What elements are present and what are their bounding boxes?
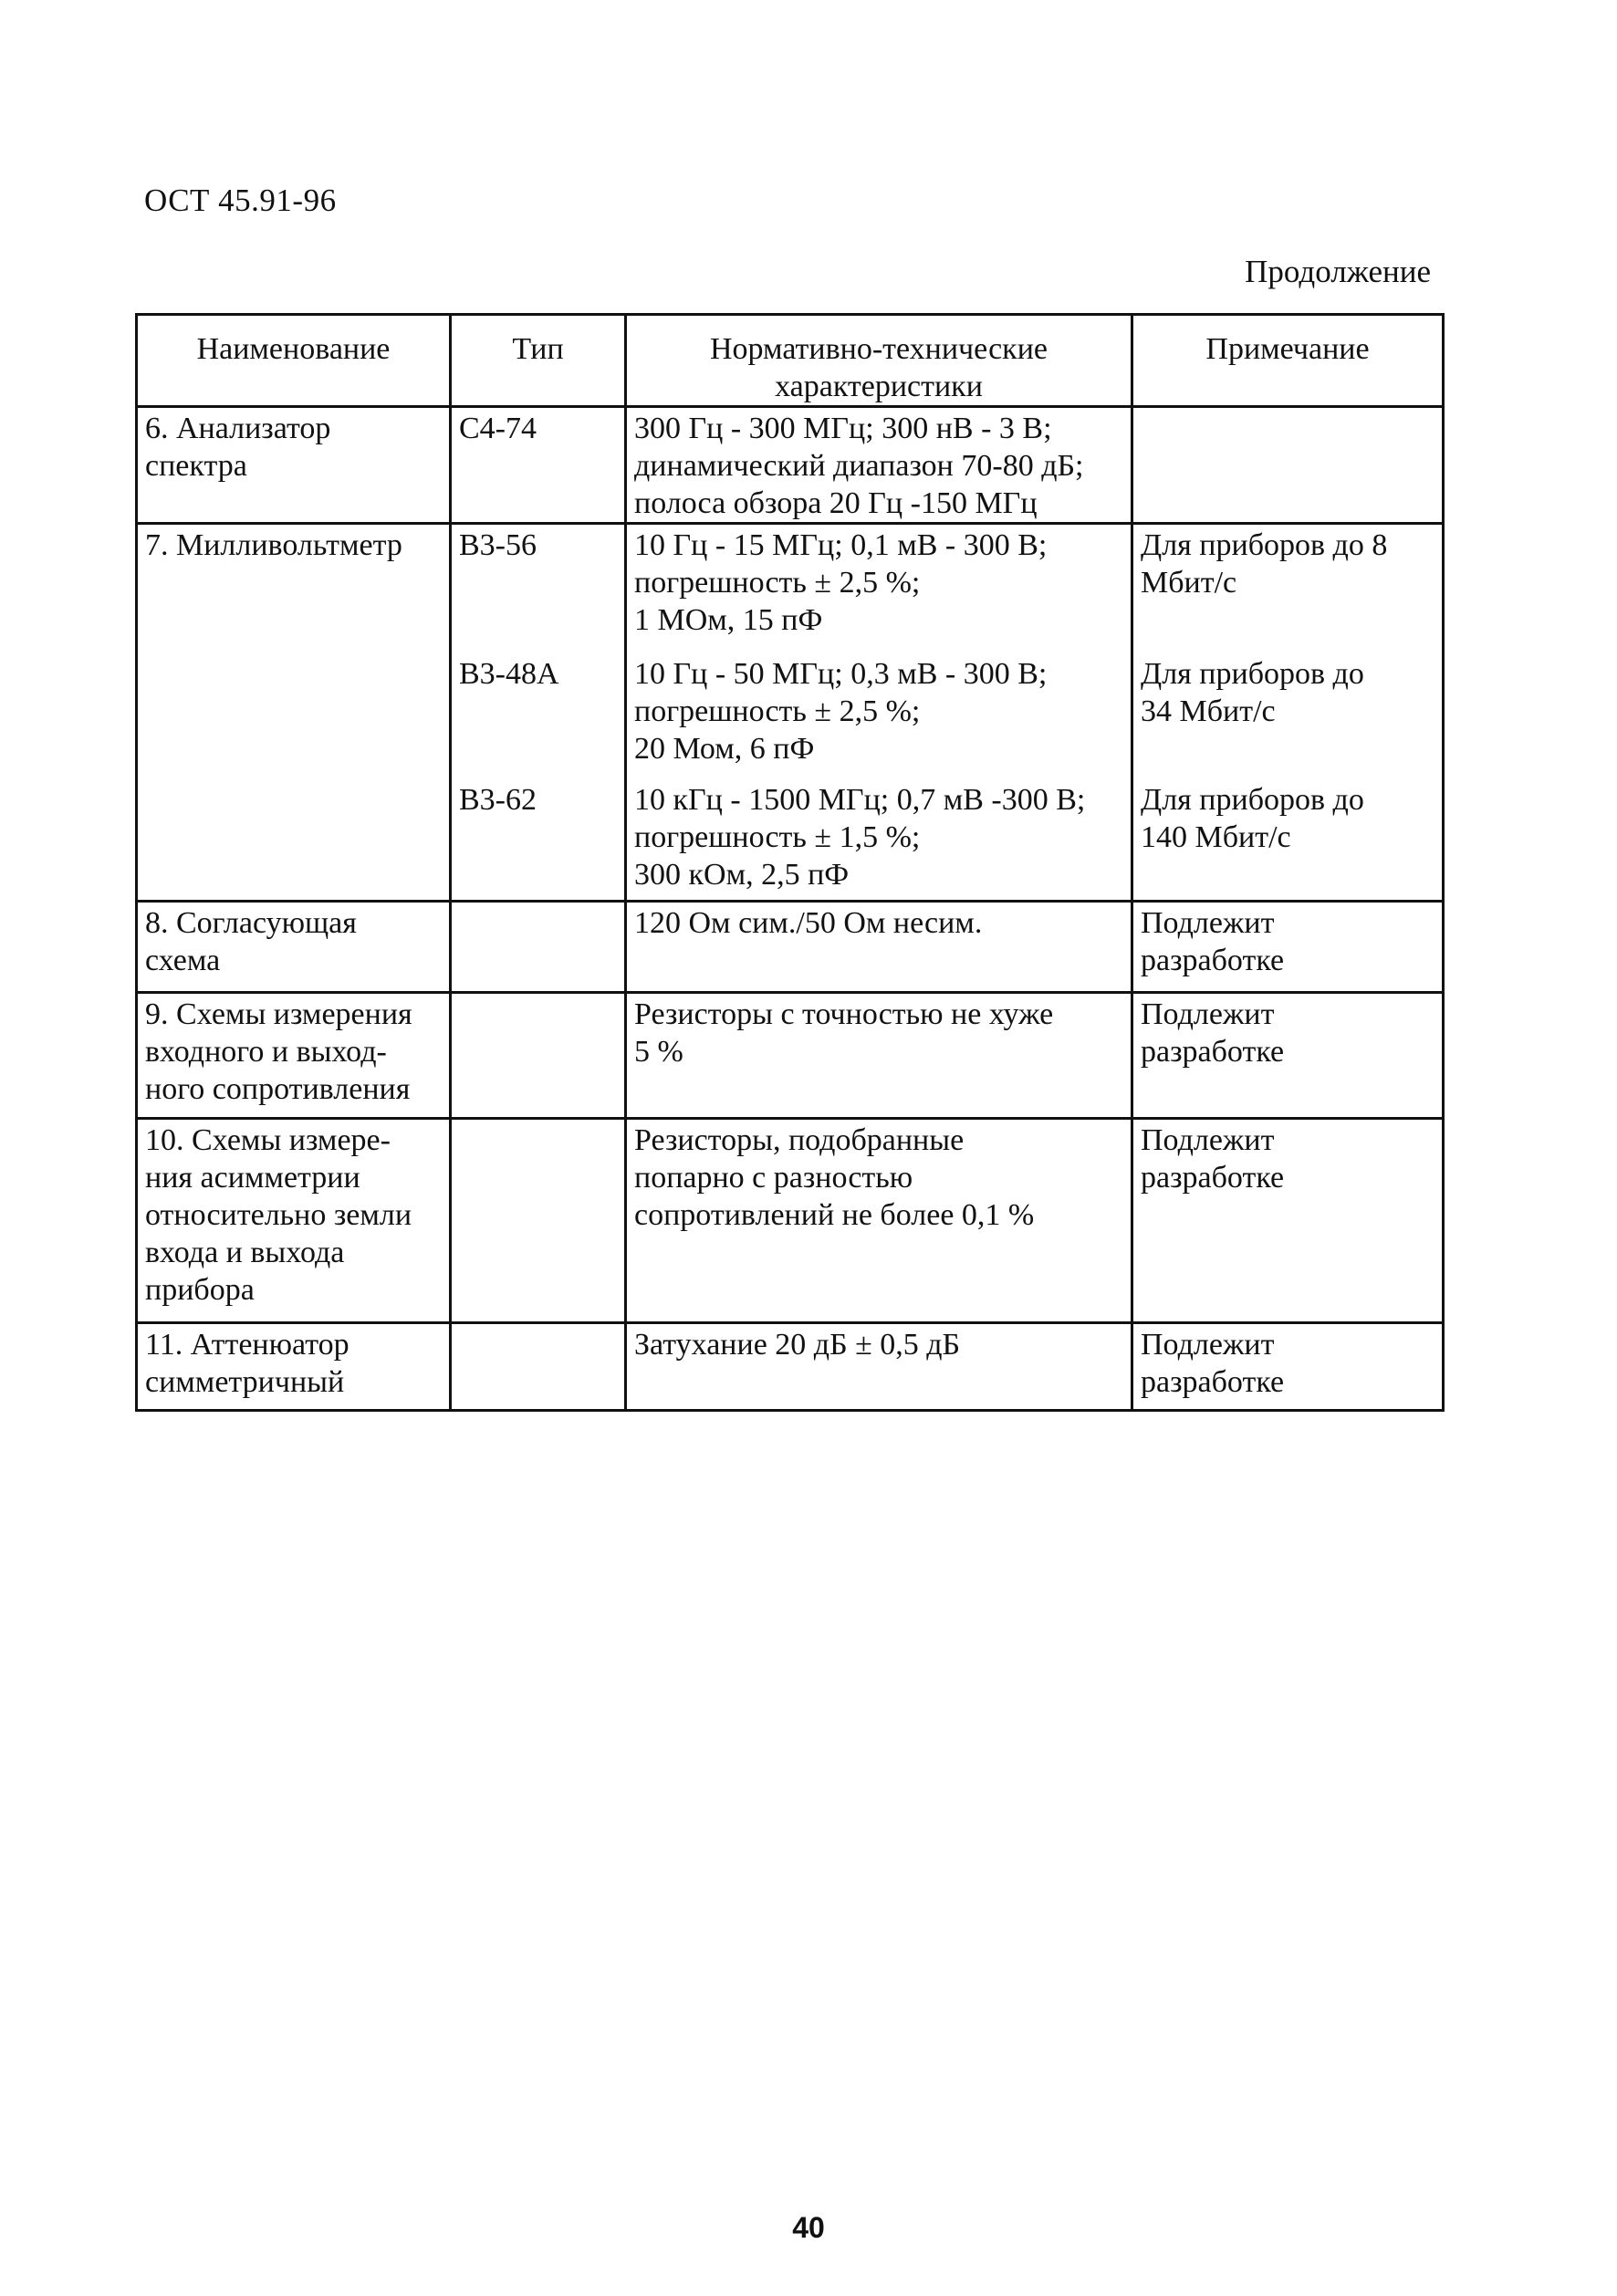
cell-type — [451, 1119, 626, 1323]
cell-text: ного сопротивления — [145, 1072, 411, 1106]
cell-text: 9. Схемы измерения — [145, 997, 412, 1031]
cell-name — [137, 902, 451, 993]
cell-text: 300 Гц - 300 МГц; 300 нВ - 3 В; — [634, 412, 1052, 445]
cell-specs — [626, 902, 1132, 993]
page-number: 40 — [792, 2211, 825, 2244]
cell-text: разработке — [1141, 1365, 1285, 1399]
cell-text: Для приборов до — [1141, 656, 1364, 691]
cell-text: спектра — [145, 449, 247, 483]
cell-text: Резисторы с точностью не хуже — [634, 997, 1054, 1031]
cell-text: 7. Милливольтметр — [145, 528, 402, 562]
cell-text: разработке — [1141, 1035, 1285, 1069]
cell-text: Подлежит — [1141, 997, 1275, 1031]
column-header-type: Тип — [451, 315, 626, 407]
cell-name — [137, 993, 451, 1119]
cell-text: Подлежит — [1141, 1123, 1275, 1157]
cell-type — [451, 993, 626, 1119]
cell-text: Затухание 20 дБ ± 0,5 дБ — [634, 1328, 961, 1362]
cell-text: Для приборов до — [1141, 782, 1364, 817]
cell-text: погрешность ± 2,5 %; — [634, 694, 921, 728]
cell-text: 20 Мом, 6 пФ — [634, 731, 815, 766]
cell-type — [451, 902, 626, 993]
cell-text: относительно земли — [145, 1198, 412, 1232]
cell-specs — [626, 1119, 1132, 1323]
cell-text: 6. Анализатор — [145, 412, 331, 445]
cell-text: 8. Согласующая — [145, 906, 357, 940]
cell-text: разработке — [1141, 944, 1285, 977]
cell-note — [1132, 524, 1444, 653]
cell-note — [1132, 407, 1444, 524]
cell-text: 300 кОм, 2,5 пФ — [634, 857, 850, 892]
cell-text: схема — [145, 944, 221, 977]
cell-note — [1132, 1119, 1444, 1323]
cell-text: ния асимметрии — [145, 1161, 360, 1195]
cell-text: входа и выхода — [145, 1236, 345, 1269]
cell-specs — [626, 1323, 1132, 1411]
cell-text: 120 Ом сим./50 Ом несим. — [634, 906, 983, 940]
cell-text: погрешность ± 1,5 %; — [634, 819, 921, 854]
cell-text: симметричный — [145, 1365, 345, 1399]
cell-type — [451, 1323, 626, 1411]
cell-text: входного и выход- — [145, 1035, 387, 1069]
column-header-name: Наименование — [137, 315, 451, 407]
equipment-table — [135, 313, 1445, 1412]
cell-text: Для приборов до 8 — [1141, 528, 1388, 562]
document-code: ОСТ 45.91-96 — [144, 183, 337, 218]
cell-note — [1132, 902, 1444, 993]
table-row — [137, 993, 1444, 1119]
cell-text: 34 Мбит/с — [1141, 694, 1276, 728]
cell-name — [137, 1119, 451, 1323]
cell-specs — [626, 993, 1132, 1119]
continuation-label: Продолжение — [1245, 254, 1431, 289]
cell-text: 10. Схемы измере- — [145, 1123, 391, 1157]
cell-specs — [626, 407, 1132, 524]
table-row — [137, 1323, 1444, 1411]
cell-specs — [626, 779, 1132, 902]
cell-text: 140 Мбит/с — [1141, 819, 1291, 854]
cell-text: разработке — [1141, 1161, 1285, 1195]
cell-text: динамический диапазон 70-80 дБ; — [634, 449, 1084, 483]
cell-type: В3-56 — [451, 524, 626, 653]
cell-name — [137, 407, 451, 524]
cell-type: С4-74 — [451, 407, 626, 524]
cell-text: Подлежит — [1141, 906, 1275, 940]
cell-specs — [626, 524, 1132, 653]
table-row — [137, 1119, 1444, 1323]
cell-note — [1132, 993, 1444, 1119]
cell-text: попарно с разностью — [634, 1161, 913, 1195]
cell-text: Подлежит — [1141, 1328, 1275, 1362]
cell-text: 10 Гц - 50 МГц; 0,3 мВ - 300 В; — [634, 656, 1048, 691]
table-header-row — [137, 315, 1444, 407]
cell-text: сопротивлений не более 0,1 % — [634, 1198, 1035, 1232]
cell-text: прибора — [145, 1273, 255, 1307]
cell-text: 10 Гц - 15 МГц; 0,1 мВ - 300 В; — [634, 528, 1048, 562]
cell-text: 5 % — [634, 1035, 683, 1069]
cell-name — [137, 1323, 451, 1411]
cell-note — [1132, 779, 1444, 902]
column-header-note: Примечание — [1132, 315, 1444, 407]
table-row — [137, 902, 1444, 993]
cell-text: погрешность ± 2,5 %; — [634, 566, 921, 600]
cell-text: Мбит/с — [1141, 566, 1237, 600]
cell-note — [1132, 653, 1444, 779]
cell-text: 1 МОм, 15 пФ — [634, 603, 823, 637]
cell-type: В3-62 — [451, 779, 626, 902]
cell-text: 10 кГц - 1500 МГц; 0,7 мВ -300 В; — [634, 782, 1086, 817]
table-row — [137, 524, 1444, 653]
cell-type: В3-48А — [451, 653, 626, 779]
table-row — [137, 407, 1444, 524]
column-header-specs: Нормативно-технические характеристики — [626, 315, 1132, 407]
cell-note — [1132, 1323, 1444, 1411]
cell-name — [137, 524, 451, 902]
cell-text: полоса обзора 20 Гц -150 МГц — [634, 486, 1038, 520]
cell-text: Резисторы, подобранные — [634, 1123, 965, 1157]
cell-text: 11. Аттенюатор — [145, 1328, 349, 1362]
cell-specs — [626, 653, 1132, 779]
